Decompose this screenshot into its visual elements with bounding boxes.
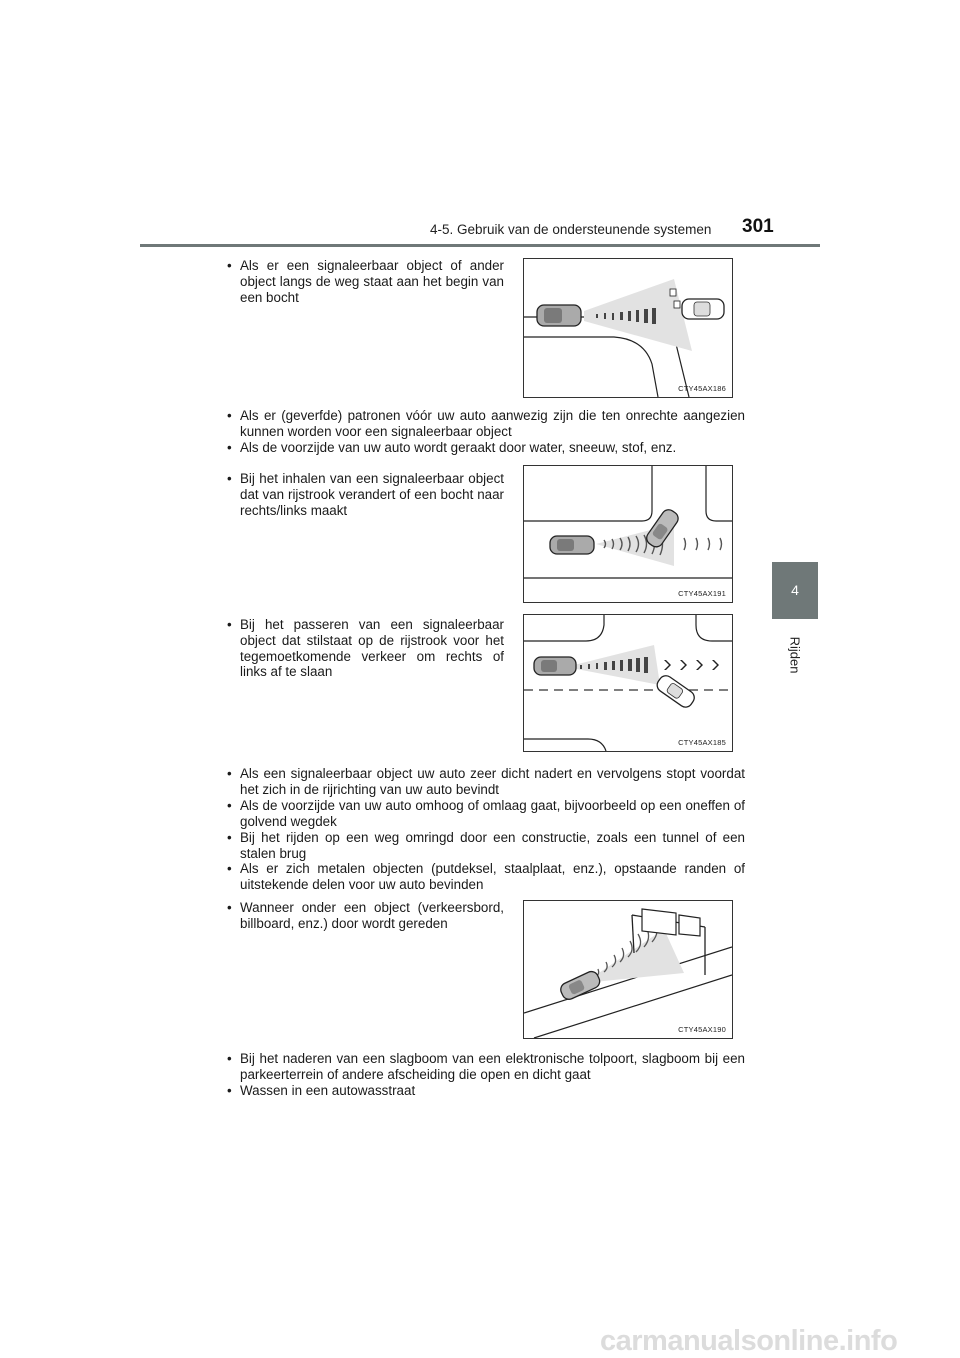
figure-curve-roadside-object (523, 258, 733, 398)
bullet-item: • Als er (geverfde) patronen vóór uw auto aanwezig zijn die ten onrechte aangezien kunnen worden voor een signaleerbaar object (240, 408, 745, 440)
bullet-item: • Wanneer onder een object (verkeersbord, billboard, enz.) door wordt gereden (240, 900, 504, 932)
chapter-number: 4 (791, 582, 799, 598)
bullet-item: • Wassen in een autowasstraat (240, 1083, 745, 1099)
figure-passing-stopped-object (523, 614, 733, 752)
page-number: 301 (742, 216, 774, 237)
bullet-item: • Als de voorzijde van uw auto wordt geraakt door water, sneeuw, stof, enz. (240, 440, 745, 456)
bullet-item: • Bij het naderen van een slagboom van een elektronische tolpoort, slagboom bij een parkeerterrein of andere afscheiding die open en dicht gaat (240, 1051, 745, 1083)
chapter-tab[interactable] (772, 562, 818, 619)
figure-overtaking-lane-change (523, 465, 733, 603)
bullet-item: • Als een signaleerbaar object uw auto zeer dicht nadert en vervolgens stopt voordat het zich in de rijrichting van uw auto bevindt (240, 766, 745, 798)
chapter-label (782, 628, 808, 682)
figure-code: CTY45AX186 (678, 384, 726, 393)
figure-illustration (524, 259, 732, 397)
chapter-label-text: Rijden (787, 636, 803, 674)
bullet-item: • Bij het rijden op een weg omringd door een constructie, zoals een tunnel of een stalen brug (240, 830, 745, 862)
figure-code: CTY45AX190 (678, 1025, 726, 1034)
section-title: 4-5. Gebruik van de ondersteunende systemen (430, 222, 712, 237)
bullet-item: • Bij het inhalen van een signaleerbaar object dat van rijstrook verandert of een bocht naar rechts/links maakt (240, 471, 504, 518)
figure-code: CTY45AX191 (678, 589, 726, 598)
figure-driving-under-sign (523, 900, 733, 1039)
figure-code: CTY45AX185 (678, 738, 726, 747)
figure-illustration (524, 466, 732, 602)
figure-illustration (524, 615, 732, 751)
watermark: carmanualsonline.info (600, 1325, 898, 1357)
figure-illustration (524, 901, 732, 1038)
header-rule (140, 244, 820, 247)
bullet-item: • Bij het passeren van een signaleerbaar object dat stilstaat op de rijstrook voor het tegemoetkomende verkeer om rechts of links af te slaan (240, 617, 504, 680)
bullet-item: • Als er een signaleerbaar object of ander object langs de weg staat aan het begin van een bocht (240, 258, 504, 305)
bullet-item: • Als de voorzijde van uw auto omhoog of omlaag gaat, bijvoorbeeld op een oneffen of golvend wegdek (240, 798, 745, 830)
bullet-item: • Als er zich metalen objecten (putdeksel, staalplaat, enz.), opstaande randen of uitstekende delen voor uw auto bevinden (240, 861, 745, 893)
page-header (0, 0, 960, 250)
